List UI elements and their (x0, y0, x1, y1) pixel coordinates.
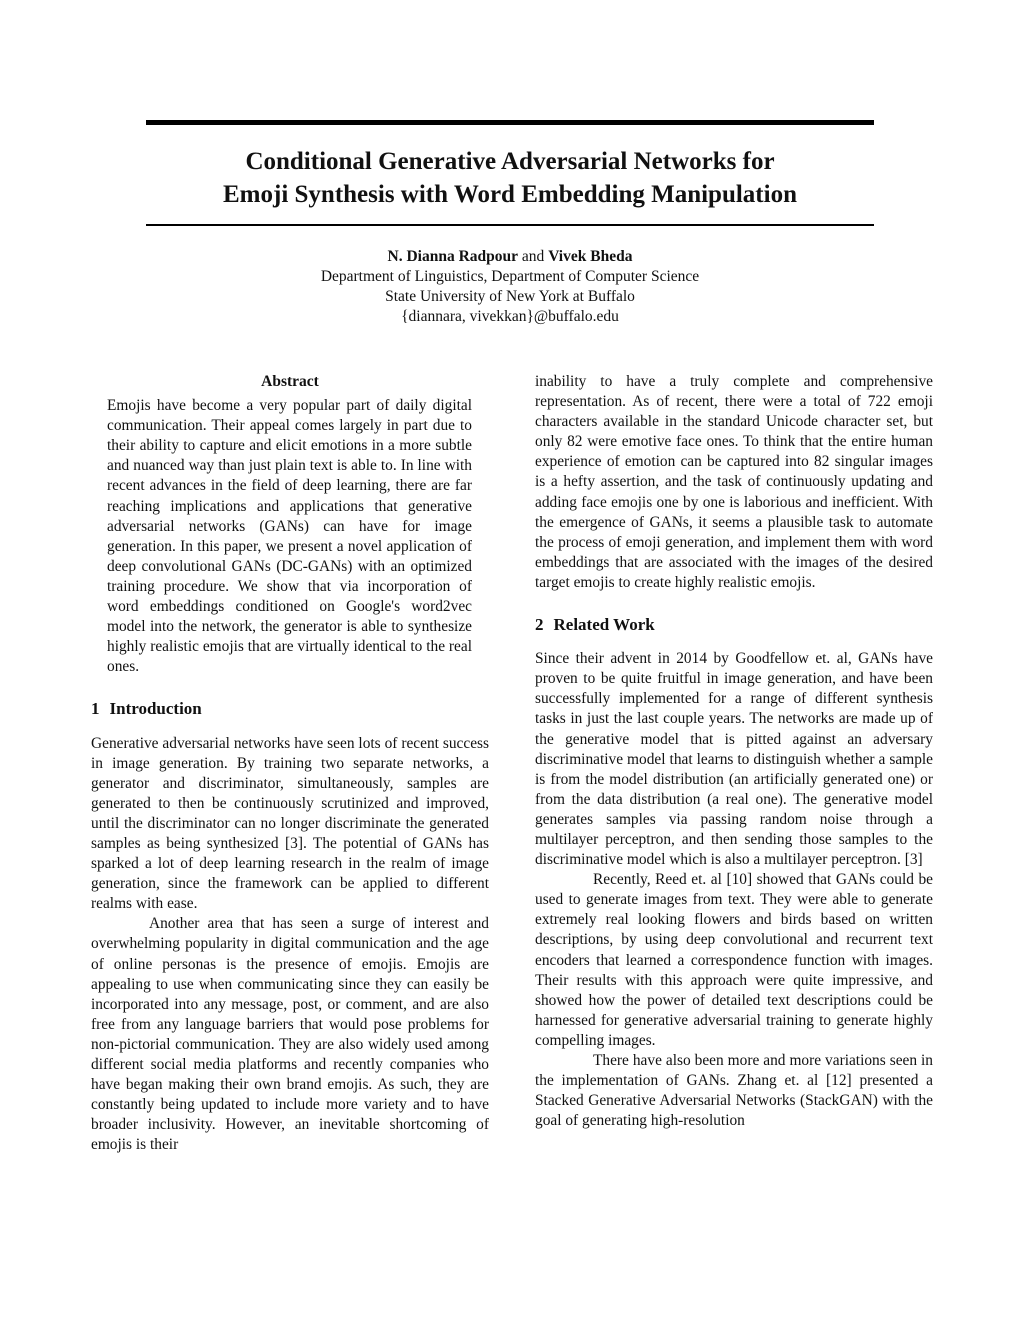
author-block (120, 247, 900, 327)
left-column (91, 372, 489, 1155)
author-emails: {diannara, vivekkan}@buffalo.edu (401, 308, 619, 325)
abstract-body (91, 396, 489, 677)
section-heading-related-work (535, 615, 933, 635)
abstract-heading: Abstract (261, 373, 319, 390)
paper-title (120, 145, 900, 211)
related-work-paragraph-1: Since their advent in 2014 by Goodfellow et. al, GANs have proven to be quite fruitful in image generation, and have been successfully implemented for a range of different synthesis tasks in just the last couple years. The networks are made up of the generative model that is pitted against an adversary discriminative model that learns to distinguish whether a sample is from the model distribution (an artificially generated one) or from the data distribution (a real one). The generative model generates samples via passing random noise through a multilayer perceptron, and then sending those samples to the discriminative model which is also a multilayer perceptron. [3] (535, 650, 933, 869)
section-number: 2 (535, 615, 544, 635)
related-work-paragraph-3: There have also been more and more variations seen in the implementation of GANs. Zhang et. al [12] presented a Stacked Generative Adversarial Networks (StackGAN) with the goal of generating high-resolution (535, 1052, 933, 1130)
section-title: Related Work (553, 615, 655, 635)
author-names (120, 247, 900, 267)
author-conjunction: and (521, 248, 545, 265)
title-top-rule (146, 120, 874, 125)
introduction-paragraph-2: Another area that has seen a surge of interest and overwhelming popularity in digital communication and the age of online personas is the presence of emojis. Emojis are appealing to use when communicating since they can easily be incorporated into any message, post, or comment, and are also free from any language barriers that would pose problems for non-pictorial communication. They are also widely used among different social media platforms and recently companies who have began making their own brand emojis. As such, they are constantly being updated to include more variety and to have broader inclusivity. However, an inevitable shortcoming of emojis is their (91, 915, 489, 1154)
right-column (535, 372, 933, 1131)
introduction-paragraph-1: Generative adversarial networks have seen lots of recent success in image generation. By training two separate networks, a generator and discriminator, simultaneously, samples are generated to then be continuously scrutinized and improved, until the discriminator can no longer discriminate the generated samples as being synthesized [3]. The potential of GANs has sparked a lot of deep learning research in the realm of image generation, since the framework can be applied to different realms with ease. (91, 734, 489, 913)
introduction-paragraph-2-continued: inability to have a truly complete and comprehensive representation. As of recent, there were a total of 722 emoji characters available in the standard Unicode character set, but only 82 were emotive face ones. To think that the entire human experience of emotion can be captured into 82 singular images is a hefty assertion, and the task of continuously updating and adding face emojis one by one is laborious and inefficient. With the emergence of GANs, it seems a plausible task to automate the process of emoji generation, and implement them with word embeddings that are associated with the images of the desired target emojis to create highly realistic emojis. (535, 373, 933, 591)
title-bottom-rule (146, 224, 874, 226)
author-1: N. Dianna Radpour (387, 248, 519, 265)
section-heading-introduction (91, 699, 489, 719)
section-title: Introduction (109, 699, 202, 719)
abstract-text: Emojis have become a very popular part of daily digital communication. Their appeal comes largely in part due to their ability to capture and elicit emotions in a more subtle and nuanced way than just plain text is able to. In line with recent advances in the field of deep learning, there are far reaching implications and applications that generative adversarial networks (GANs) can have for image generation. In this paper, we present a novel application of deep convolutional GANs (DC-GANs) with an optimized training procedure. We show that via incorporation of word embeddings conditioned on Google's word2vec model into the network, the generator is able to synthesize highly realistic emojis that are virtually identical to the real ones. (107, 397, 472, 676)
author-2: Vivek Bheda (548, 248, 633, 265)
paper-title-line1: Conditional Generative Adversarial Networks for (245, 148, 775, 175)
section-number: 1 (91, 699, 100, 719)
related-work-paragraph-2: Recently, Reed et. al [10] showed that GANs could be used to generate images from text. They were able to generate extremely real looking flowers and birds based on written descriptions, by using deep convolutional and recurrent text encoders that learned a correspondence function with images. Their results with this approach were quite impressive, and showed how the power of detailed text descriptions could be harnessed for generative adversarial training to generate highly compelling images. (535, 871, 933, 1049)
paper-title-line2: Emoji Synthesis with Word Embedding Manipulation (223, 181, 797, 208)
affiliation-departments: Department of Linguistics, Department of Computer Science (320, 268, 700, 285)
affiliation-university: State University of New York at Buffalo (385, 288, 635, 305)
